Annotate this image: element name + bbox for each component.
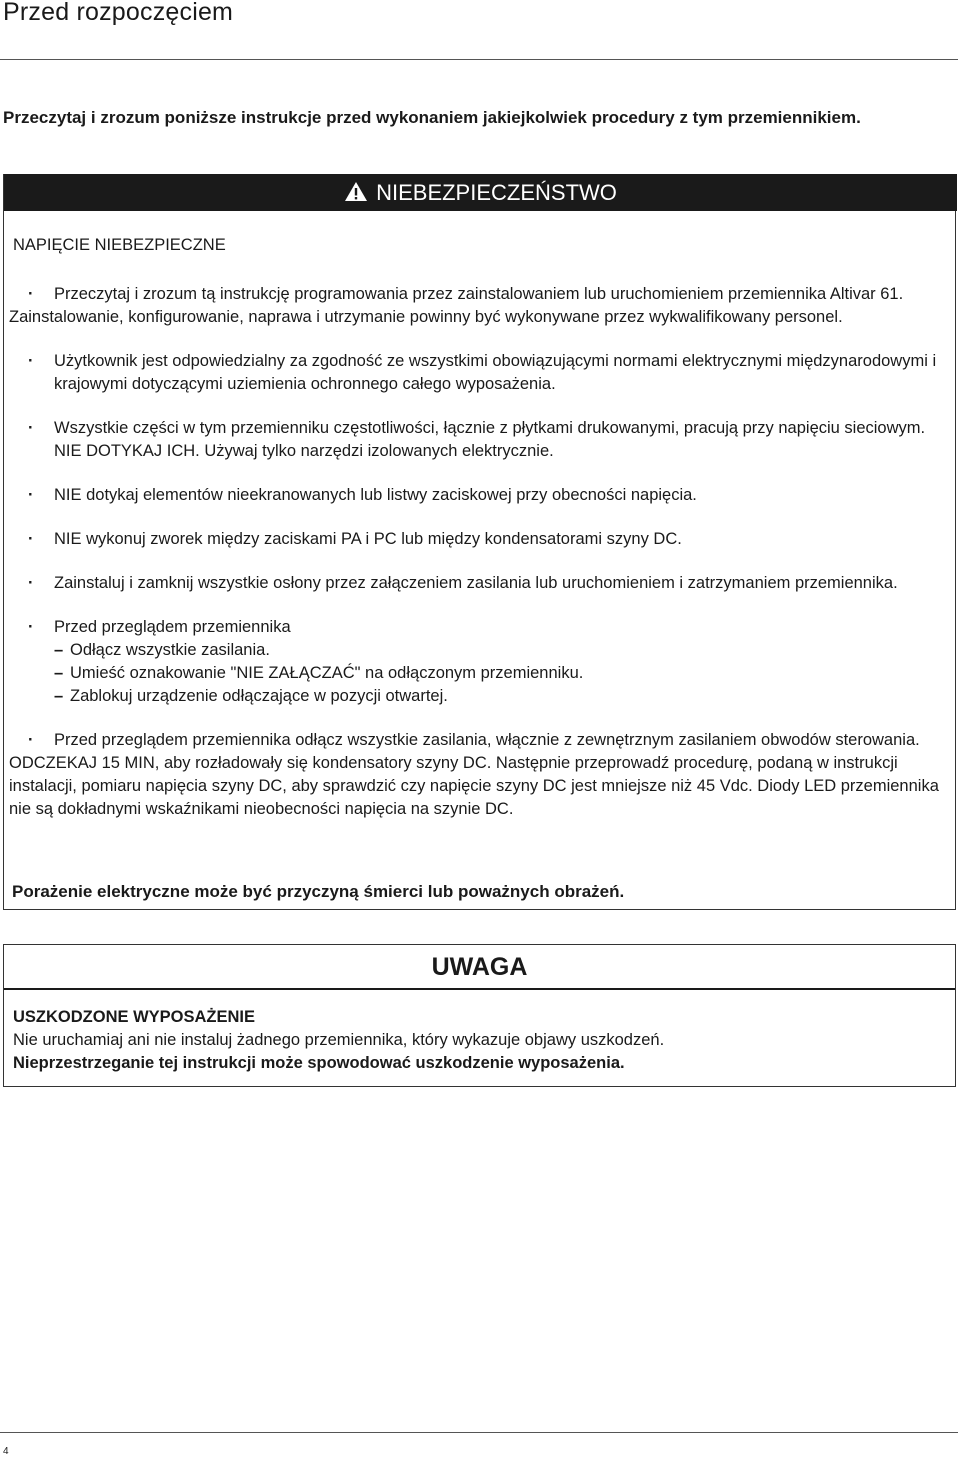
title-divider: [0, 59, 958, 60]
dash-icon: –: [54, 687, 64, 705]
bullet-icon: ·: [28, 352, 34, 370]
bullet-icon: ·: [28, 574, 34, 592]
warning-triangle-icon: [344, 181, 368, 208]
bullet-icon: ·: [28, 618, 34, 636]
danger-list-item: · Przed przeglądem przemiennika – Odłącz wszystkie zasilania. – Umieść oznakowanie "NIE ZAŁĄCZAĆ" na odłączonym przemienniku. – Zablokuj urządzenie odłączające w pozycji otwartej.: [9, 616, 944, 708]
danger-subitem: – Odłącz wszystkie zasilania.: [54, 639, 944, 662]
notice-result: Nieprzestrzeganie tej instrukcji może spowodować uszkodzenie wyposażenia.: [13, 1054, 625, 1072]
page-number: 4: [3, 1446, 9, 1457]
danger-list-item: · Przed przeglądem przemiennika odłącz wszystkie zasilania, włącznie z zewnętrznym zasilaniem obwodów sterowania. ODCZEKAJ 15 MIN, aby rozładowały się kondensatory szyny DC. Następnie przeprowadź procedurę, podaną w instrukcji instalacji, pomiaru napięcia szyny DC, aby sprawdzić czy napięcie szyny DC jest mniejsze niż 45 Vdc. Diody LED przemiennika nie są dokładnymi wskaźnikami nieobecności napięcia na szynie DC.: [9, 731, 939, 818]
danger-list-item: · Użytkownik jest odpowiedzialny za zgodność ze wszystkimi obowiązującymi normami elektrycznymi międzynarodowymi i krajowymi dotyczącymi uziemienia ochronnego całego wyposażenia.: [28, 352, 937, 393]
notice-title: UWAGA: [431, 953, 528, 981]
danger-header: [4, 174, 957, 211]
notice-text: Nie uruchamiaj ani nie instaluj żadnego przemiennika, który wykazuje objawy uszkodzeń.: [13, 1031, 665, 1049]
notice-box: [3, 944, 956, 1087]
danger-result: Porażenie elektryczne może być przyczyną śmierci lub poważnych obrażeń.: [12, 882, 625, 901]
footer-divider: [0, 1432, 958, 1433]
bullet-icon: ·: [28, 731, 34, 749]
danger-subitem: – Umieść oznakowanie "NIE ZAŁĄCZAĆ" na odłączonym przemienniku.: [54, 662, 944, 685]
danger-list-item: · NIE wykonuj zworek między zaciskami PA i PC lub między kondensatorami szyny DC.: [9, 528, 944, 551]
danger-hazard-type: NAPIĘCIE NIEBEZPIECZNE: [13, 236, 226, 254]
bullet-icon: ·: [28, 285, 34, 303]
dash-icon: –: [54, 664, 64, 682]
danger-header-label: NIEBEZPIECZEŃSTWO: [376, 179, 617, 205]
notice-hazard-type: USZKODZONE WYPOSAŻENIE: [13, 1008, 256, 1026]
notice-divider: [4, 988, 955, 990]
page-title: Przed rozpoczęciem: [3, 0, 234, 26]
danger-sublist: [54, 639, 944, 708]
bullet-icon: ·: [28, 530, 34, 548]
danger-list-item: · NIE dotykaj elementów nieekranowanych lub listwy zaciskowej przy obecności napięcia.: [9, 484, 944, 507]
bullet-icon: ·: [28, 486, 34, 504]
danger-subitem: – Zablokuj urządzenie odłączające w pozycji otwartej.: [54, 685, 944, 708]
danger-list-item: · Zainstaluj i zamknij wszystkie osłony przez załączeniem zasilania lub uruchomieniem i zatrzymaniem przemiennika.: [9, 572, 944, 595]
danger-list: [9, 283, 944, 842]
danger-list-item: · Przeczytaj i zrozum tą instrukcję programowania przez zainstalowaniem lub uruchomieniem przemiennika Altivar 61. Zainstalowanie, konfigurowanie, naprawa i utrzymanie powinny być wykonywane przez wykwalifikowany personel.: [9, 285, 904, 326]
intro-text: Przeczytaj i zrozum poniższe instrukcje przed wykonaniem jakiejkolwiek procedury z tym przemiennikiem.: [3, 108, 861, 127]
danger-list-item: · Wszystkie części w tym przemienniku częstotliwości, łącznie z płytkami drukowanymi, pracują przy napięciu sieciowym. NIE DOTYKAJ ICH. Używaj tylko narzędzi izolowanych elektrycznie.: [28, 419, 926, 460]
bullet-icon: ·: [28, 419, 34, 437]
dash-icon: –: [54, 641, 64, 659]
